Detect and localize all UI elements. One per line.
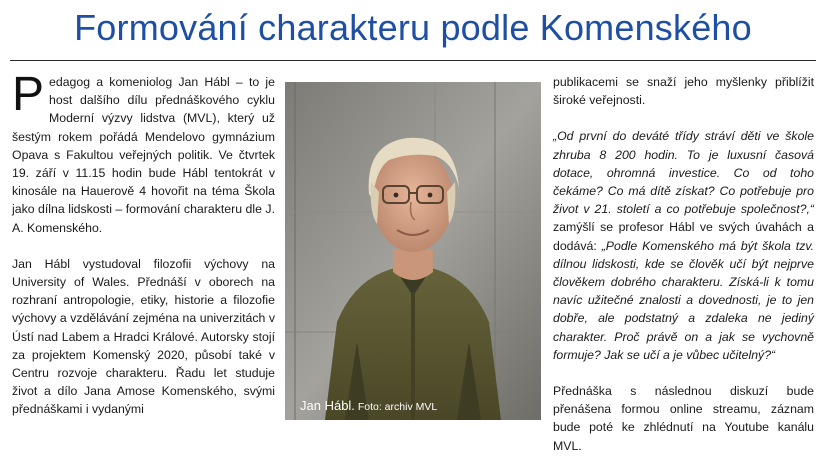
column-right	[553, 73, 814, 473]
paragraph-2: Jan Hábl vystudoval filozofii výchovy na University of Wales. Přednáší v oborech na rozhraní antropologie, etiky, historie a filozofie výchovy a vzdělávání zejména na univerzitách v Ústí nad Labem a Hradci Králové. Autorsky stojí za projektem Komenský 2020, působí také v Centru rozvoje charakteru. Řadu let studuje život a dílo Jana Amose Komenského, svými přednáškami i vydanými	[12, 256, 275, 417]
photo-caption	[300, 398, 437, 415]
quote-1: „Od první do deváté třídy stráví děti ve škole zhruba 8 200 hodin. To je luxusní časová dotace, ohromná investice. Co od toho čekáme? Co má dítě získat? Co potřebuje pro život v 21. století a co potřebuje společnost?,“	[553, 129, 814, 217]
portrait-photo	[285, 82, 541, 420]
paragraph-2-continued: publikacemi se snaží jeho myšlenky přiblížit široké veřejnosti.	[553, 75, 814, 108]
headline: Formování charakteru podle Komenského	[74, 7, 752, 48]
closing-paragraph: Přednáška s následnou diskuzí bude přenášena formou online streamu, záznam bude poté ke zhlédnutí na Youtube kanálu MVL.	[553, 384, 814, 453]
quote-2: „Podle Komenského má být škola tzv. dílnou lidskosti, kde se člověk učí být nejprve člověkem dobrého charakteru. Získá-li k tomu navíc užitečné znalosti a dovednosti, je to jen dobře, ale podstatný a zdaleka ne jediný charakter. Proč právě on a jak se vychovně formuje? Jak se učí a je vůbec učitelný?“	[553, 238, 814, 362]
lead-paragraph	[12, 68, 275, 237]
column-left	[12, 68, 275, 437]
quote-paragraph	[553, 127, 814, 364]
lead-text: edagog a komeniolog Jan Hábl – to je host dalšího dílu přednáškového cyklu Moderní výzvy lidstva (MVL), který už šestým rokem pořádá Mendelovo gymnázium Opava s Fakultou veřejných politik. Ve čtvrtek 19. září v 11.15 hodin bude Hábl tentokrát v kinosále na Hauerově 4 hovořit na téma Škola jako dílna lidskosti – formování charakteru dle J. A. Komenského.	[12, 75, 275, 235]
headline-rule	[10, 60, 816, 61]
caption-credit: Foto: archiv MVL	[354, 401, 438, 413]
caption-name: Jan Hábl.	[300, 398, 355, 413]
portrait-illustration	[285, 82, 541, 420]
quote-attribution: zamýšlí se profesor Hábl ve svých úvahách a dodává:	[553, 220, 814, 253]
dropcap: P	[12, 68, 45, 121]
